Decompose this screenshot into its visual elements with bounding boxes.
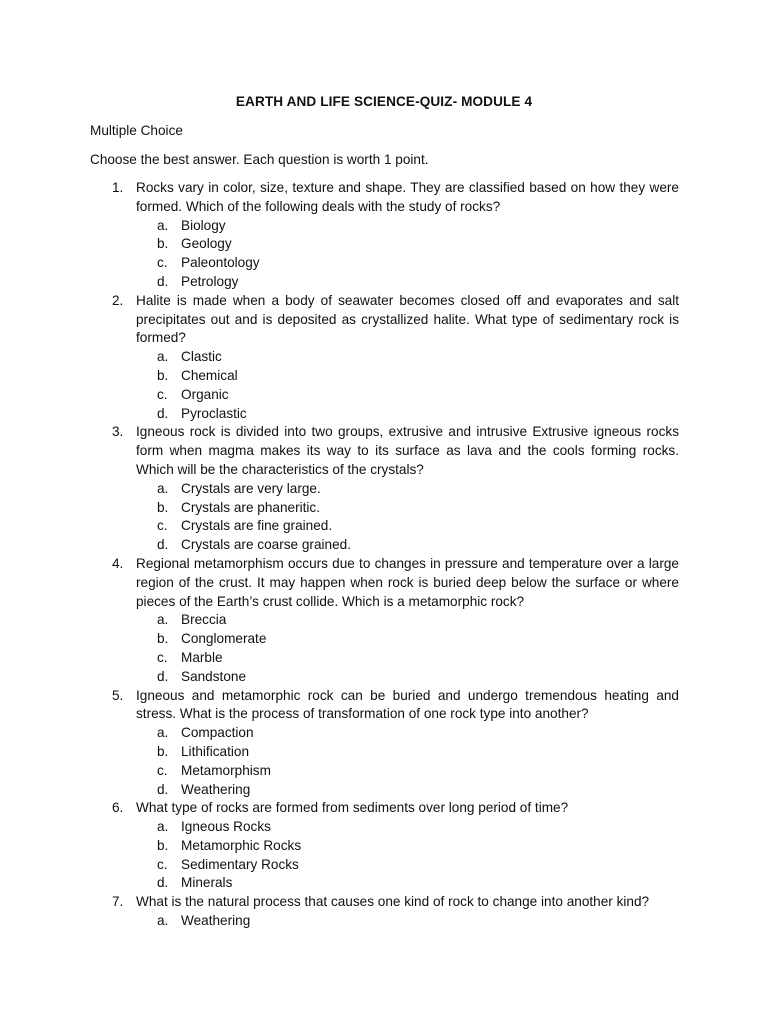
question-number: 3.	[112, 424, 124, 440]
choice-text: Clastic	[181, 349, 222, 365]
choice-item	[90, 480, 679, 499]
choice-item	[90, 630, 679, 649]
choice-item	[90, 386, 679, 405]
choice-text: Metamorphism	[181, 762, 271, 778]
choice-text: Pyroclastic	[181, 405, 247, 421]
choice-item	[90, 348, 679, 367]
choice-text: Petrology	[181, 273, 239, 289]
choice-item	[90, 912, 679, 931]
choice-text: Sedimentary Rocks	[181, 856, 299, 872]
choice-text: Breccia	[181, 612, 227, 628]
choice-letter: b.	[157, 837, 169, 853]
choice-list	[90, 217, 679, 292]
question-number: 4.	[112, 555, 124, 571]
instructions-text: Choose the best answer. Each question is worth 1 point.	[90, 152, 429, 167]
choice-letter: d.	[157, 668, 169, 684]
question-1	[90, 179, 679, 292]
document-title: EARTH AND LIFE SCIENCE-QUIZ- MODULE 4	[235, 94, 533, 109]
question-3	[90, 423, 679, 555]
choice-item	[90, 405, 679, 424]
choice-text: Organic	[181, 386, 229, 402]
choice-letter: a.	[157, 349, 169, 365]
choice-letter: b.	[157, 367, 169, 383]
choice-item	[90, 217, 679, 236]
choice-text: Chemical	[181, 367, 238, 383]
choice-text: Crystals are very large.	[181, 480, 321, 496]
choice-text: Weathering	[181, 913, 251, 929]
question-number: 5.	[112, 687, 124, 703]
question-list	[90, 179, 679, 931]
choice-letter: d.	[157, 405, 169, 421]
choice-letter: b.	[157, 743, 169, 759]
question-text: What type of rocks are formed from sediments over long period of time?	[136, 800, 569, 816]
choice-item	[90, 517, 679, 536]
choice-list	[90, 818, 679, 893]
choice-item	[90, 235, 679, 254]
choice-list	[90, 912, 679, 931]
choice-letter: a.	[157, 725, 169, 741]
choice-item	[90, 649, 679, 668]
choice-letter: b.	[157, 499, 169, 515]
choice-letter: a.	[157, 480, 169, 496]
choice-item	[90, 837, 679, 856]
choice-letter: d.	[157, 537, 169, 553]
choice-list	[90, 724, 679, 799]
choice-item	[90, 856, 679, 875]
choice-text: Sandstone	[181, 668, 247, 684]
choice-text: Biology	[181, 217, 226, 233]
question-number: 7.	[112, 894, 124, 910]
question-number: 6.	[112, 800, 124, 816]
choice-letter: c.	[157, 856, 168, 872]
choice-item	[90, 367, 679, 386]
choice-item	[90, 874, 679, 893]
question-5	[90, 687, 679, 800]
choice-letter: d.	[157, 781, 169, 797]
choice-list	[90, 348, 679, 423]
choice-text: Crystals are phaneritic.	[181, 499, 321, 515]
choice-item	[90, 273, 679, 292]
choice-text: Geology	[181, 236, 232, 252]
choice-letter: c.	[157, 518, 168, 534]
choice-text: Conglomerate	[181, 631, 267, 647]
question-text: Igneous and metamorphic rock can be buried and undergo tremendous heating and stress. What is the process of transformation of one rock type into another?	[136, 687, 679, 722]
question-text: Igneous rock is divided into two groups, extrusive and intrusive Extrusive igneous rocks form when magma makes its way to its surface as lava and the cools forming rocks. Which will be the characteristics of the crystals?	[136, 424, 679, 477]
choice-item	[90, 499, 679, 518]
choice-item	[90, 724, 679, 743]
choice-item	[90, 781, 679, 800]
question-number: 2.	[112, 292, 124, 308]
choice-text: Compaction	[181, 725, 254, 741]
section-heading: Multiple Choice	[90, 123, 183, 138]
choice-letter: a.	[157, 612, 169, 628]
question-text: Regional metamorphism occurs due to changes in pressure and temperature over a large region of the crust. It may happen when rock is buried deep below the surface or where pieces of the Earth’s crust collide. Which is a metamorphic rock?	[136, 555, 679, 609]
question-2	[90, 292, 679, 424]
question-number: 1.	[112, 180, 124, 195]
choice-text: Paleontology	[181, 255, 260, 271]
question-6	[90, 799, 679, 893]
choice-item	[90, 818, 679, 837]
choice-item	[90, 254, 679, 273]
question-4	[90, 555, 679, 687]
choice-text: Igneous Rocks	[181, 819, 271, 835]
choice-item	[90, 668, 679, 687]
choice-letter: b.	[157, 236, 169, 252]
choice-letter: d.	[157, 875, 169, 891]
choice-letter: a.	[157, 217, 169, 233]
choice-text: Metamorphic Rocks	[181, 837, 302, 853]
choice-list	[90, 480, 679, 555]
choice-text: Weathering	[181, 781, 251, 797]
question-text: Rocks vary in color, size, texture and shape. They are classified based on how they were formed. Which of the following deals with the study of rocks?	[136, 180, 679, 214]
choice-letter: d.	[157, 273, 169, 289]
choice-item	[90, 611, 679, 630]
choice-item	[90, 762, 679, 781]
choice-letter: c.	[157, 649, 168, 665]
choice-letter: a.	[157, 819, 169, 835]
choice-item	[90, 743, 679, 762]
choice-letter: c.	[157, 255, 168, 271]
choice-letter: c.	[157, 386, 168, 402]
question-text: What is the natural process that causes one kind of rock to change into another kind?	[136, 894, 650, 910]
question-7	[90, 893, 679, 931]
choice-text: Crystals are coarse grained.	[181, 537, 351, 553]
choice-text: Marble	[181, 649, 223, 665]
choice-letter: b.	[157, 631, 169, 647]
choice-letter: c.	[157, 762, 168, 778]
choice-text: Minerals	[181, 875, 233, 891]
choice-list	[90, 611, 679, 686]
question-text: Halite is made when a body of seawater becomes closed off and evaporates and salt precipitates out and is deposited as crystallized halite. What type of sedimentary rock is formed?	[136, 292, 679, 346]
choice-text: Lithification	[181, 743, 250, 759]
choice-text: Crystals are fine grained.	[181, 518, 333, 534]
choice-item	[90, 536, 679, 555]
choice-letter: a.	[157, 913, 169, 929]
